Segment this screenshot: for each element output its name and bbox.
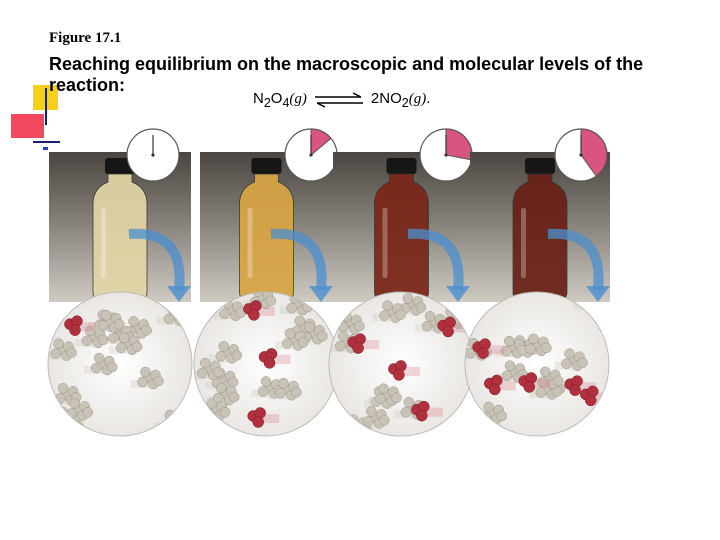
reaction-equation bbox=[253, 89, 430, 111]
bottle-highlight bbox=[101, 208, 106, 278]
clock-icon bbox=[418, 127, 474, 188]
bottle-highlight bbox=[383, 208, 388, 278]
clock-icon bbox=[283, 127, 339, 188]
product-formula: $2NO_2(g)$. bbox=[370, 90, 431, 110]
figure-title: Reaching equilibrium on the macroscopic and molecular levels of the reaction: bbox=[49, 54, 644, 95]
molecular-view bbox=[46, 290, 194, 443]
bottle-highlight bbox=[248, 208, 253, 278]
elapsed-time-wedge bbox=[446, 129, 472, 160]
clock-icon bbox=[553, 127, 609, 188]
molecular-view bbox=[463, 290, 611, 443]
figure-label: Figure 17.1 bbox=[49, 30, 122, 46]
molecular-view bbox=[192, 290, 340, 443]
reactant-formula: $N_2O_4(g)$ bbox=[253, 90, 307, 110]
equilibrium-arrows-icon bbox=[313, 92, 365, 108]
bottle-cap bbox=[387, 158, 417, 174]
clock-icon bbox=[125, 127, 181, 188]
red-square bbox=[11, 114, 44, 138]
n2o4-molecule bbox=[574, 290, 607, 310]
bottle-cap bbox=[525, 158, 555, 174]
molecular-view bbox=[327, 290, 475, 443]
blue-square bbox=[43, 147, 48, 150]
bottle-highlight bbox=[521, 208, 526, 278]
bottle-cap bbox=[252, 158, 282, 174]
